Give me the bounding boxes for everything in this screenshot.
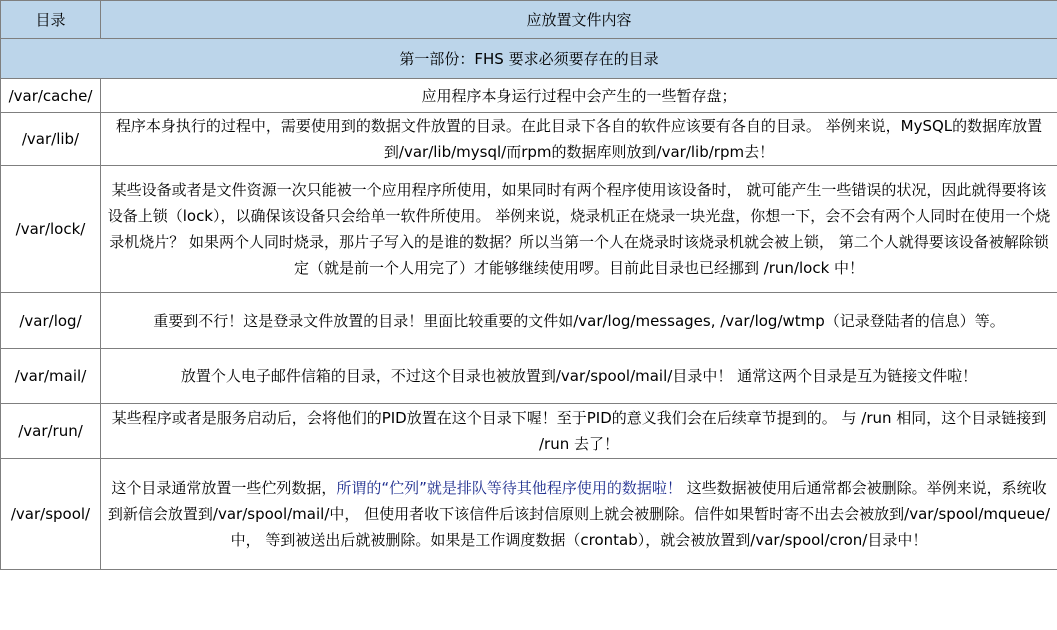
- table-row: [1, 79, 1057, 113]
- desc-text: 这个目录通常放置一些伫列数据，: [111, 479, 337, 497]
- table-row: [1, 349, 1057, 404]
- header-directory: 目录: [1, 1, 101, 39]
- desc-cell: 某些程序或者是服务启动后，会将他们的PID放置在这个目录下喔！至于PID的意义我们会在后续章节提到的。 与 /run 相同，这个目录链接到 /run 去了！: [101, 404, 1057, 459]
- desc-cell: 放置个人电子邮件信箱的目录，不过这个目录也被放置到/var/spool/mail/目录中！ 通常这两个目录是互为链接文件啦！: [101, 349, 1057, 404]
- header-content: 应放置文件内容: [101, 1, 1057, 39]
- desc-text: 这些数据被使用后通常都会被删除。举例来说，系统收到新信会放置到/var/spool/mail/中， 但使用者收下该信件后该封信原则上就会被删除。信件如果暂时寄不出去会被放到/var/spool/mqueue/中， 等到被送出后就被删除。如果是工作调度数据（crontab），就会被放置到/var/spool/cron/目录中！: [107, 479, 1051, 549]
- table-header-row: [1, 1, 1057, 39]
- table-row: [1, 459, 1057, 570]
- dir-cell: /var/mail/: [1, 349, 101, 404]
- desc-highlight-text: 所谓的“伫列”就是排队等待其他程序使用的数据啦！: [336, 479, 682, 497]
- table-row: [1, 404, 1057, 459]
- dir-cell: /var/spool/: [1, 459, 101, 570]
- dir-cell: /var/run/: [1, 404, 101, 459]
- dir-cell: /var/cache/: [1, 79, 101, 113]
- desc-cell: 重要到不行！这是登录文件放置的目录！里面比较重要的文件如/var/log/messages, /var/log/wtmp（记录登陆者的信息）等。: [101, 293, 1057, 349]
- desc-cell: 程序本身执行的过程中，需要使用到的数据文件放置的目录。在此目录下各自的软件应该要有各自的目录。 举例来说，MySQL的数据库放置到/var/lib/mysql/而rpm的数据库则放到/var/lib/rpm去！: [101, 113, 1057, 166]
- dir-cell: /var/lock/: [1, 166, 101, 293]
- table-row: [1, 166, 1057, 293]
- desc-cell: 应用程序本身运行过程中会产生的一些暂存盘；: [101, 79, 1057, 113]
- dir-cell: /var/log/: [1, 293, 101, 349]
- section-title: 第一部份：FHS 要求必须要存在的目录: [1, 39, 1057, 79]
- dir-cell: /var/lib/: [1, 113, 101, 166]
- table-row: [1, 113, 1057, 166]
- desc-cell: 某些设备或者是文件资源一次只能被一个应用程序所使用，如果同时有两个程序使用该设备时， 就可能产生一些错误的状况，因此就得要将该设备上锁（lock），以确保该设备只会给单一软件所使用。 举例来说，烧录机正在烧录一块光盘，你想一下，会不会有两个人同时在使用一个烧录机烧片？ 如果两个人同时烧录，那片子写入的是谁的数据？所以当第一个人在烧录时该烧录机就会被上锁， 第二个人就得要该设备被解除锁定（就是前一个人用完了）才能够继续使用啰。目前此目录也已经挪到 /run/lock 中！: [101, 166, 1057, 293]
- table-row: [1, 293, 1057, 349]
- section-row: [1, 39, 1057, 79]
- desc-cell: [101, 459, 1057, 570]
